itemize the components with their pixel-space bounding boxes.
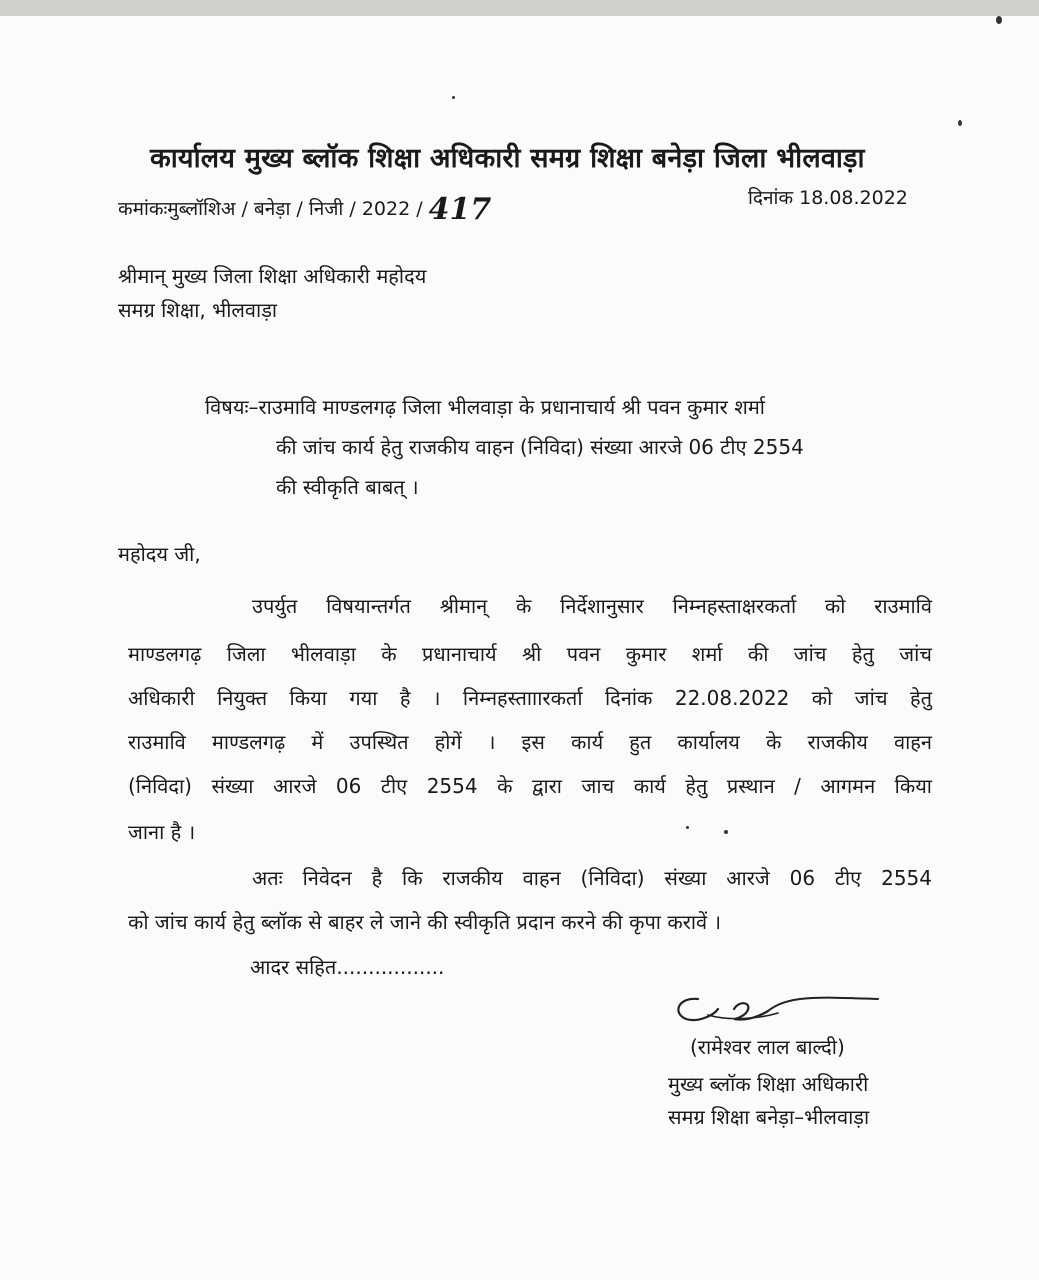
paragraph-2-line: अतः निवेदन है कि राजकीय वाहन (निविदा) संख्या आरजे 06 टीए 2554 bbox=[252, 866, 932, 890]
scan-speck bbox=[452, 96, 455, 99]
subject-line-3: की स्वीकृति बाबत् । bbox=[276, 475, 419, 499]
scan-speck bbox=[958, 120, 962, 126]
scan-top-edge bbox=[0, 0, 1039, 16]
paragraph-1-line: अधिकारी नियुक्त किया गया है । निम्नहस्तााारकर्ता दिनांक 22.08.2022 को जांच हेतु bbox=[128, 686, 932, 710]
recipient-line-2: समग्र शिक्षा, भीलवाड़ा bbox=[118, 298, 278, 322]
paragraph-2-line: को जांच कार्य हेतु ब्लॉक से बाहर ले जाने की स्वीकृति प्रदान करने की कृपा करावें । bbox=[128, 910, 722, 934]
handwritten-signature bbox=[668, 985, 888, 1039]
salutation: महोदय जी, bbox=[118, 542, 201, 566]
signatory-designation: मुख्य ब्लॉक शिक्षा अधिकारी bbox=[668, 1072, 869, 1096]
paragraph-1-line: उपर्युत विषयान्तर्गत श्रीमान् के निर्देशानुसार निम्नहस्ताक्षरकर्ता को राउमावि bbox=[252, 594, 932, 618]
subject-line-1: विषयः–राउमावि माण्डलगढ़ जिला भीलवाड़ा के प्रधानाचार्य श्री पवन कुमार शर्मा bbox=[205, 395, 765, 419]
paragraph-1-line: (निविदा) संख्या आरजे 06 टीए 2554 के द्वारा जाच कार्य हेतु प्रस्थान / आगमन किया bbox=[128, 774, 932, 798]
paragraph-1-line: जाना है । bbox=[128, 820, 196, 844]
recipient-line-1: श्रीमान् मुख्य जिला शिक्षा अधिकारी महोदय bbox=[118, 264, 427, 288]
scan-speck bbox=[996, 16, 1002, 24]
reference-line bbox=[118, 188, 492, 227]
reference-number: 417 bbox=[428, 192, 492, 227]
reference-prefix: कमांकःमुब्लॉशिअ / बनेड़ा / निजी / 2022 / bbox=[118, 198, 423, 220]
office-heading: कार्यालय मुख्य ब्लॉक शिक्षा अधिकारी समग्र शिक्षा बनेड़ा जिला भीलवाड़ा bbox=[150, 143, 865, 174]
signatory-name: (रामेश्वर लाल बाल्दी) bbox=[690, 1035, 845, 1059]
subject-line-2: की जांच कार्य हेतु राजकीय वाहन (निविदा) संख्या आरजे 06 टीए 2554 bbox=[276, 435, 804, 459]
signatory-office: समग्र शिक्षा बनेड़ा–भीलवाड़ा bbox=[668, 1105, 870, 1129]
paragraph-1-line: माण्डलगढ़ जिला भीलवाड़ा के प्रधानाचार्य श्री पवन कुमार शर्मा की जांच हेतु जांच bbox=[128, 642, 932, 666]
paragraph-1-line: राउमावि माण्डलगढ़ में उपस्थित होगें । इस कार्य हुत कार्यालय के राजकीय वाहन bbox=[128, 730, 932, 754]
letter-date: दिनांक 18.08.2022 bbox=[748, 187, 908, 209]
closing: आदर सहित................. bbox=[250, 955, 445, 979]
